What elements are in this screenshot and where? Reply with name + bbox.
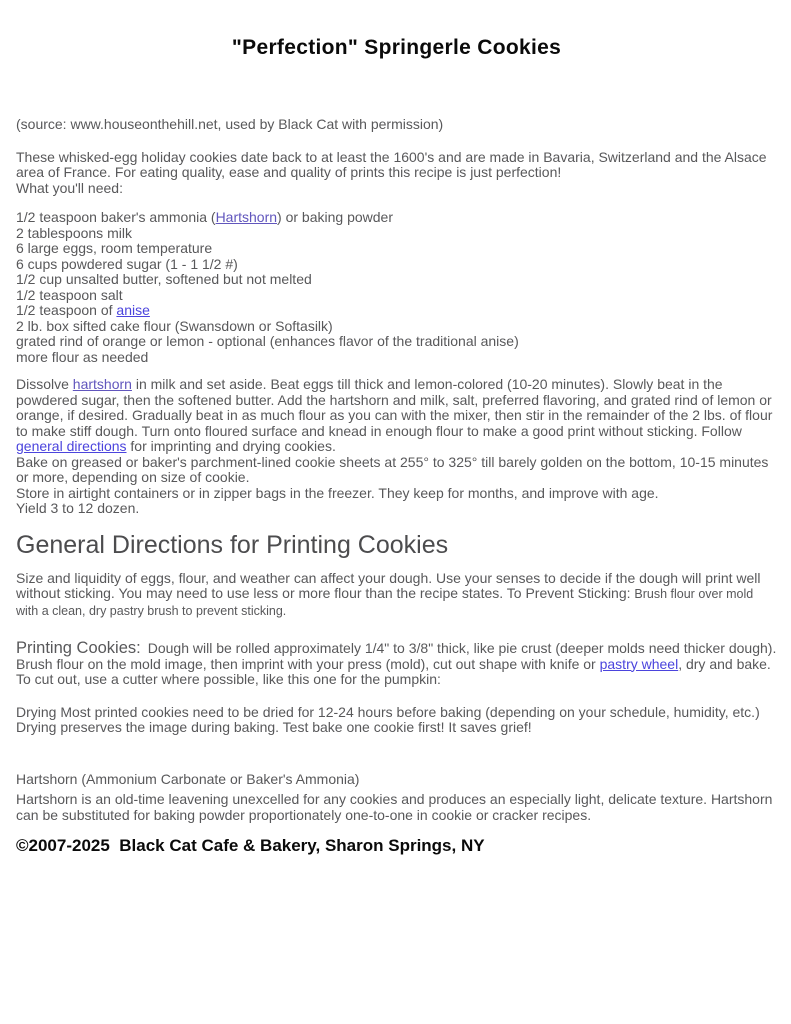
ingredient-line xyxy=(16,350,777,366)
ingredient-line xyxy=(16,257,777,273)
copyright-footer: ©2007-2025 Black Cat Cafe & Bakery, Sharon Springs, NY xyxy=(16,836,485,855)
text-segment: for imprinting and drying cookies. xyxy=(126,438,336,454)
hartshorn-note-body: Hartshorn is an old-time leavening unexcelled for any cookies and produces an especially light, delicate texture. Hartshorn can be substituted for baking powder proportionately one-to-one in cookie or cracker recipes. xyxy=(16,791,773,823)
text-segment: 2 lb. box sifted cake flour (Swansdown or Softasilk) xyxy=(16,317,333,334)
text-segment: in milk and set aside. Beat eggs till thick and lemon-colored (10-20 minutes). Slowly beat in the powdered sugar, then the softened butter. Add the hartshorn and milk, salt, preferred flavoring, and grated rind of lemon or orange, if desired. Gradually beat in as much flour as you can with the mixer, then stir in the remainder of the 2 lbs. of flour to make stiff dough. Turn onto floured surface and knead in enough flour to make a good print without sticking. Follow xyxy=(16,376,773,439)
text-segment: 1/2 teaspoon baker's ammonia ( xyxy=(16,209,216,225)
text-segment: ) or baking powder xyxy=(277,209,393,225)
prevent-sticking-paragraph xyxy=(16,571,777,620)
ingredient-line xyxy=(16,288,777,304)
text-segment: more flour as needed xyxy=(16,348,149,365)
ingredient-list xyxy=(16,210,777,365)
text-segment: Bake on greased or baker's parchment-lined cookie sheets at 255° to 325° till barely golden on the bottom, 10-15 minutes or more, depending on size of cookie. xyxy=(16,453,769,485)
directions-paragraph xyxy=(16,377,777,517)
printing-cookies-label: Printing Cookies: xyxy=(16,639,141,657)
text-segment: 2 tablespoons milk xyxy=(16,224,132,241)
drying-paragraph xyxy=(16,705,777,736)
ingredient-line xyxy=(16,319,777,335)
intro-paragraph xyxy=(16,150,777,197)
ingredient-line xyxy=(16,226,777,242)
hartshorn-link[interactable]: Hartshorn xyxy=(215,209,278,225)
anise-link[interactable]: anise xyxy=(116,302,150,318)
text-segment: Dissolve xyxy=(16,376,73,392)
hartshorn-link[interactable]: hartshorn xyxy=(72,376,132,392)
sticking-tip-text: Brush flour over mold with a clean, dry pastry brush to prevent sticking. xyxy=(16,587,754,618)
text-segment: 1/2 teaspoon of xyxy=(16,302,117,318)
text-segment: Drying Most printed cookies need to be dried for 12-24 hours before baking (depending on your schedule, humidity, etc.) Drying preserves the image during baking. Test bake one cookie first! It saves grief! xyxy=(16,703,760,735)
text-segment: Yield 3 to 12 dozen. xyxy=(16,500,140,516)
printing-cookies-paragraph xyxy=(16,641,777,688)
ingredient-line xyxy=(16,334,777,350)
ingredient-line xyxy=(16,210,777,226)
text-segment: 6 cups powdered sugar (1 - 1 1/2 #) xyxy=(16,255,238,272)
general-directions-link[interactable]: general directions xyxy=(16,438,127,454)
page-title: "Perfection" Springerle Cookies xyxy=(231,36,562,59)
text-segment: grated rind of orange or lemon - optional (enhances flavor of the traditional anise) xyxy=(16,333,519,349)
text-segment: , dry and bake. To cut out, use a cutter where possible, like this one for the pumpkin: xyxy=(16,655,771,687)
text-segment: Size and liquidity of eggs, flour, and weather can affect your dough. Use your senses to decide if the dough will print well without sticking. You may need to use less or more flour than the recipe states. To Prevent Sticking: xyxy=(16,569,761,601)
text-segment: Dough will be rolled approximately 1/4" to 3/8" thick, like pie crust (deeper molds need thicker dough). Brush flour on the mold image, then imprint with your press (mold), cut out shape with knife or xyxy=(16,640,777,672)
ingredient-line xyxy=(16,303,777,319)
hartshorn-note-heading: Hartshorn (Ammonium Carbonate or Baker's Ammonia) xyxy=(16,770,360,787)
pastry-wheel-link[interactable]: pastry wheel xyxy=(599,655,679,672)
source-line: (source: www.houseonthehill.net, used by Black Cat with permission) xyxy=(16,116,444,132)
text-segment: 1/2 teaspoon salt xyxy=(16,286,123,303)
text-segment: 1/2 cup unsalted butter, softened but not melted xyxy=(16,271,312,287)
section-heading-general-directions: General Directions for Printing Cookies xyxy=(16,530,449,559)
text-segment: These whisked-egg holiday cookies date back to at least the 1600's and are made in Bavaria, Switzerland and the Alsace area of France. For eating quality, ease and quality of prints this recipe is just perfection! xyxy=(16,148,767,180)
text-segment: 6 large eggs, room temperature xyxy=(16,240,213,256)
text-segment: Store in airtight containers or in zipper bags in the freezer. They keep for months, and improve with age. xyxy=(16,484,659,501)
ingredient-line xyxy=(16,272,777,288)
text-segment: What you'll need: xyxy=(16,179,123,196)
ingredient-line xyxy=(16,241,777,257)
